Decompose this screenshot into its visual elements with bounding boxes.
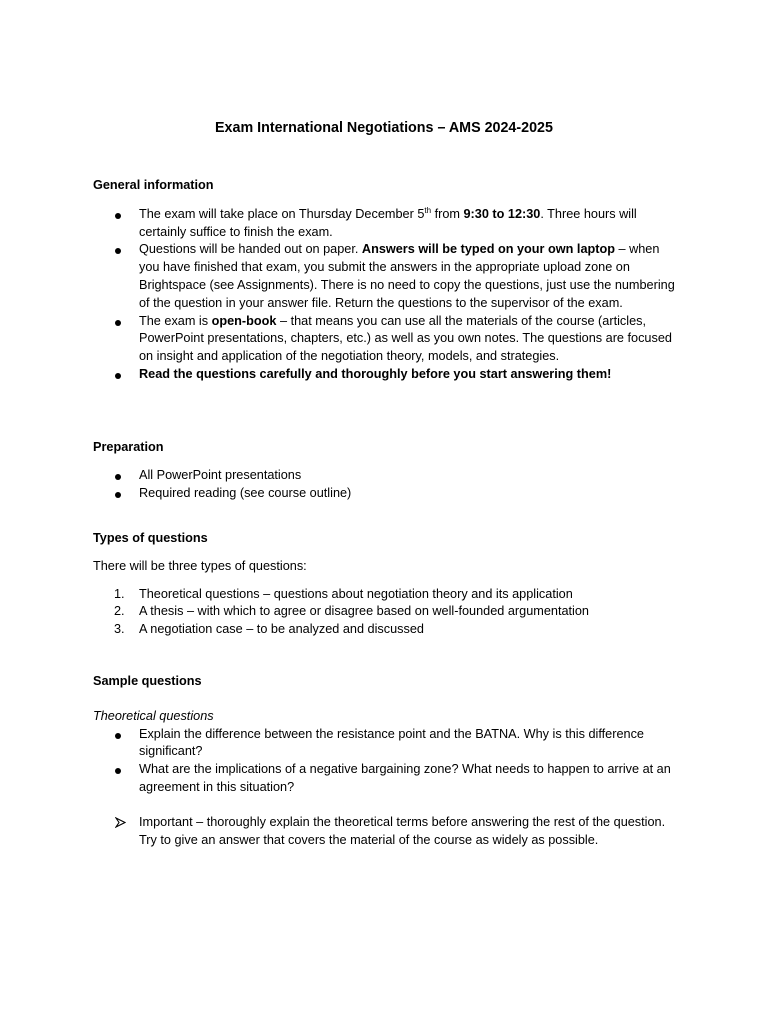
theoretical-questions-subheading: Theoretical questions bbox=[93, 708, 214, 723]
document-title: Exam International Negotiations – AMS 2024-2025 bbox=[215, 120, 553, 136]
sample-questions-heading: Sample questions bbox=[93, 674, 202, 688]
bullet-icon bbox=[115, 733, 121, 739]
general-information-list bbox=[93, 206, 683, 384]
preparation-heading: Preparation bbox=[93, 440, 164, 454]
general-information-section bbox=[93, 177, 683, 384]
list-item: 1. Theoretical questions – questions about negotiation theory and its application bbox=[114, 586, 573, 601]
list-item: The exam is open-book – that means you can use all the materials of the course (articles, PowerPoint presentations, chapters, etc.) as well as you own notes. The questions are focused on insight and application of the negotiation theory, models, and strategies. bbox=[93, 313, 683, 366]
general-information-heading: General information bbox=[93, 178, 214, 192]
arrow-bullet-icon bbox=[115, 817, 126, 828]
types-list bbox=[93, 586, 683, 639]
bullet-icon bbox=[115, 768, 121, 774]
list-item: The exam will take place on Thursday December 5th from 9:30 to 12:30. Three hours will certainly suffice to finish the exam. bbox=[93, 206, 683, 242]
list-item: Read the questions carefully and thoroughly before you start answering them! bbox=[93, 366, 683, 384]
list-item: What are the implications of a negative bargaining zone? What needs to happen to arrive at an agreement in this situation? bbox=[93, 761, 683, 797]
list-item: 2. A thesis – with which to agree or disagree based on well-founded argumentation bbox=[114, 604, 589, 619]
important-note: Important – thoroughly explain the theoretical terms before answering the rest of the question. Try to give an answer that covers the material of the course as widely as possible. bbox=[93, 814, 683, 850]
list-item: Questions will be handed out on paper. Answers will be typed on your own laptop – when you have finished that exam, you submit the answers in the appropriate upload zone on Brightspace (see Assignments). There is no need to copy the questions, just use the numbering of the question in your answer file. Return the questions to the supervisor of the exam. bbox=[93, 241, 683, 312]
list-item: All PowerPoint presentations bbox=[93, 467, 683, 485]
sample-questions-section bbox=[93, 673, 683, 849]
types-intro: There will be three types of questions: bbox=[93, 558, 307, 573]
bullet-icon bbox=[115, 492, 121, 498]
sample-questions-list bbox=[93, 726, 683, 797]
types-of-questions-section bbox=[93, 530, 683, 639]
list-item: Required reading (see course outline) bbox=[93, 485, 683, 503]
bullet-icon bbox=[115, 213, 121, 219]
list-item: Explain the difference between the resistance point and the BATNA. Why is this difference significant? bbox=[93, 726, 683, 762]
bullet-icon bbox=[115, 474, 121, 480]
bullet-icon bbox=[115, 373, 121, 379]
bullet-icon bbox=[115, 320, 121, 326]
important-note-list bbox=[93, 814, 683, 850]
bullet-icon bbox=[115, 248, 121, 254]
preparation-list bbox=[93, 467, 683, 503]
types-of-questions-heading: Types of questions bbox=[93, 531, 208, 545]
preparation-section bbox=[93, 439, 683, 502]
list-item: 3. A negotiation case – to be analyzed and discussed bbox=[114, 622, 424, 637]
